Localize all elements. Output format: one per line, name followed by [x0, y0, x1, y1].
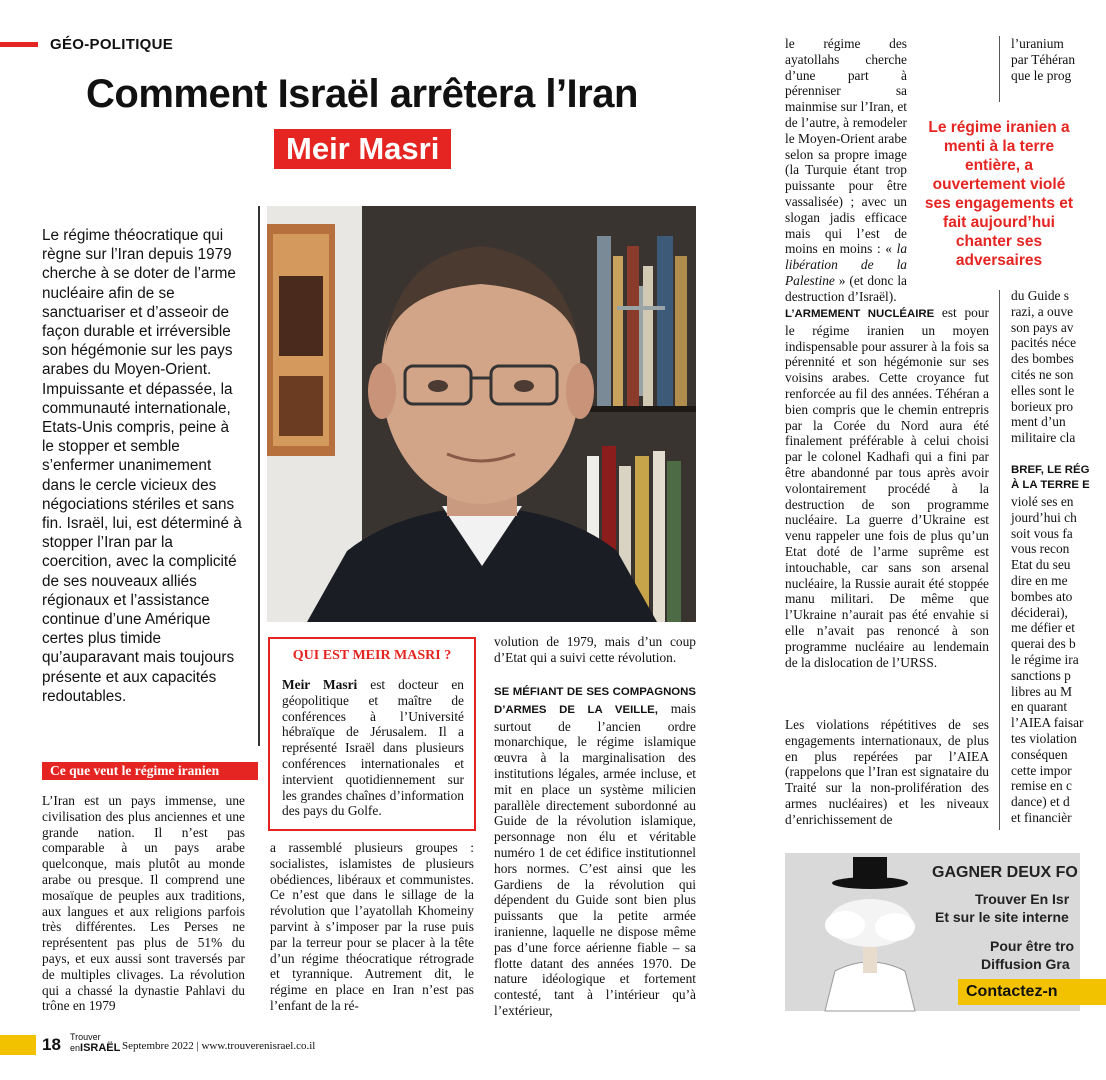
col5-line: militaire cla: [1011, 430, 1076, 446]
col5-kicker-line: BREF, LE RÉG: [1011, 464, 1090, 476]
col5-line: tes violation: [1011, 730, 1077, 746]
col5-line: ment d’un: [1011, 414, 1066, 430]
column-4-kicker: L’ARMEMENT NUCLÉAIRE: [785, 308, 935, 320]
col5-line: pacités néce: [1011, 335, 1077, 351]
column-4-italic: la libération de la Palestine: [785, 241, 908, 288]
ad-illustration: [795, 853, 945, 1011]
col5-line: bombes ato: [1011, 588, 1073, 604]
column-5-top: [1011, 36, 1091, 83]
column-3-text: [494, 683, 696, 1019]
author-photo: [267, 206, 696, 622]
author-banner: Meir Masri: [274, 129, 451, 169]
ad-line-5: Diffusion Gra: [981, 956, 1070, 972]
ad-headline: GAGNER DEUX FO: [932, 864, 1078, 881]
column-1-text: L’Iran est un pays immense, une civilisation des plus anciennes et une grande nation. Il n’est pas comparable à un pays arabe quelconque, mais plutôt au monde arabe ou presque. Il comprend une mosaïque de peuples aux traditions, aux langues et aux religions parfois très différentes. Les Perses ne représentent pas plus de 51% du pays, et eux aussi sont traversés par de multiples clivages. La révolution qui a chassé la dynastie Pahlavi du trône en 1979: [42, 793, 245, 1014]
col5-line: et financièr: [1011, 809, 1072, 825]
footer-bar: [0, 1035, 36, 1055]
column-4-top-a: [785, 36, 907, 305]
col5-line: vous recon: [1011, 541, 1070, 557]
ad-line-3: Et sur le site interne: [935, 909, 1069, 925]
pull-quote: Le régime iranien a menti à la terre entière, a ouvertement violé ses engagements et fait aujourd’hui chanter ses adversaires: [924, 119, 1074, 269]
portrait-illustration: [267, 206, 696, 622]
section-marker: [0, 42, 38, 47]
column-3-kicker: SE MÉFIANT DE SES COMPAGNONS D’ARMES DE LA VEILLE,: [494, 686, 696, 716]
col5-line: du Guide s: [1011, 288, 1070, 303]
column-3-body: mais surtout de l’ancien ordre monarchique, le régime islamique œuvra à la marginalisation des institutions légales, armée incluse, et mit en place un système milicien parallèle directement subordonné au Guide de la révolution islamique, personnage non élu et véritable numéro 1 de cet édifice institutionnel hors normes. C’est ainsi que les Gardiens de la révolution qui dépendent du Guide sont bien plus puissants que la petite armée iranienne, laquelle ne dispose même pas d’une force aérienne fiable – sa flotte datant des années 1970. De nature idéologique et fortement contesté, tant à l’intérieur qu’à l’extérieur,: [494, 700, 696, 1018]
footer-date-site: Septembre 2022 | www.trouverenisrael.co.il: [122, 1040, 316, 1052]
bio-name: Meir Masri: [282, 677, 358, 692]
article-lead: Le régime théocratique qui règne sur l’Iran depuis 1979 cherche à se doter de l’arme nucléaire afin de se sanctuariser et d’asseoir de façon durable et irréversible son hégémonie sur les pays arabes du Moyen-Orient. Impuissante et dépassée, la communauté internationale, Etats-Unis compris, peine à le stopper et semble s’enfermer unanimement dans le cercle vicieux des négociations stériles et sans fin. Israël, lui, est déterminé à stopper l’Iran par la coercition, avec la complicité de ses nouveaux alliés régionaux et l’assistance continue d’une Amérique certes plus timide qu’auparavant mais toujours présente et aux capacités redoutables.: [42, 227, 242, 705]
col5-line: soit vous fa: [1011, 525, 1073, 541]
col5-kicker-line: À LA TERRE E: [1011, 479, 1090, 491]
col5-line: que le prog: [1011, 67, 1072, 83]
column-4-top-text: le régime des ayatollahs cherche d’une part à pérenniser sa mainmise sur l’Iran, et de l’autre, à remodeler le Moyen-Orient arabe selon sa propre image (la Turquie étant trop puissante pour être vassalisée) ; avec un slogan jadis efficace mais qui l’est de moins en moins : «: [785, 36, 907, 257]
col5-line: l’uranium: [1011, 36, 1064, 51]
ad-line-2: Trouver En Isr: [975, 891, 1070, 907]
col5-line: jourd’hui ch: [1011, 509, 1077, 525]
column-4-body: est pour le régime iranien un moyen indispensable pour assurer à la fois sa pérennité et son hégémonie sur ses voisins arabes. Cette croyance fut renforcée au fil des années. Téhéran a bien compris que le chemin entrepris par la Corée du Nord aura été finalement préférable à celui choisi par le colonel Kadhafi qui a fini par être abandonné par tous après avoir volontairement procédé à la destruction de son programme nucléaire. La guerre d’Ukraine est venu rappeler une fois de plus qu’un Etat doté de l’arme suprême est intouchable, car sans son arsenal nucléaire, la Russie aurait été stoppée manu militari. De même que l’Ukraine n’aurait pas été envahie si elle n’avait pas renoncé à son programme nucléaire au lendemain de la dislocation de l’URSS.: [785, 305, 989, 670]
column-5-bottom: [1011, 494, 1091, 826]
col5-line: razi, a ouve: [1011, 303, 1074, 319]
page-number: 18: [42, 1035, 61, 1054]
author-bio-box: [268, 637, 476, 831]
col5-line: par Téhéran: [1011, 51, 1076, 67]
advertisement[interactable]: [785, 853, 1080, 1011]
col5-line: des bombes: [1011, 351, 1074, 367]
col5-line: conséquen: [1011, 746, 1068, 762]
ad-line-4: Pour être tro: [990, 938, 1075, 954]
subheading: Ce que veut le régime iranien: [42, 762, 258, 780]
col5-line: l’AIEA faisar: [1011, 715, 1084, 731]
col5-line: le régime ira: [1011, 651, 1079, 667]
col5-line: dance) et d: [1011, 794, 1070, 810]
column-4-para2: Les violations répétitives de ses engagements internationaux, de plus en plus repérées par l’AIEA (rappelons que l’Iran est signataire du Traité sur la non-prolifération des armes nucléaires) et les niveaux d’enrichissement de: [785, 717, 989, 827]
col5-line: déciderai),: [1011, 604, 1068, 620]
col5-line: son pays av: [1011, 319, 1074, 335]
col5-line: en quarant: [1011, 699, 1068, 715]
column-4-top-end: » (et donc la destruction d’Israël).: [785, 272, 907, 304]
column-rule-right: [999, 36, 1000, 102]
col5-line: remise en c: [1011, 778, 1072, 794]
section-label: GÉO-POLITIQUE: [50, 36, 174, 53]
col5-line: libres au M: [1011, 683, 1072, 699]
col5-line: borieux pro: [1011, 398, 1074, 414]
col5-line: querai des b: [1011, 636, 1076, 652]
col5-line: dire en me: [1011, 572, 1068, 588]
bio-description: est docteur en géopolitique et maître de conférences à l’Université hébraïque de Jérusalem. Il a représenté Israël dans plusieurs conférences internationales et intervient quotidiennement sur les grandes chaînes d’information des pays du Golfe.: [282, 677, 464, 819]
col5-line: Etat du seu: [1011, 557, 1071, 573]
bio-text: [282, 677, 464, 819]
article-title: Comment Israël arrêtera l’Iran: [86, 72, 638, 116]
logo-main: ISRAËL: [80, 1042, 121, 1054]
magazine-logo: [70, 1032, 121, 1059]
logo-top: Trouver: [70, 1032, 101, 1042]
column-5-mid: [1011, 288, 1091, 446]
col5-line: me défier et: [1011, 620, 1075, 636]
column-rule-right-2: [999, 290, 1000, 830]
column-2-text: a rassemblé plusieurs groupes : socialistes, islamistes de plusieurs obédiences, libéraux et communistes. Ce n’est que dans le sillage de la révolution que l’ayatollah Khomeiny parvint à s’imposer par la ruse puis par la terreur pour se placer à la tête d’un régime théocratique rétrograde et tyrannique. Autrement dit, le régime en place en Iran n’est pas l’enfant de la ré-: [270, 840, 474, 1013]
col5-line: sanctions p: [1011, 667, 1071, 683]
column-4-text: [785, 305, 989, 670]
col5-line: violé ses en: [1011, 494, 1074, 509]
column-3-top: volution de 1979, mais d’un coup d’Etat qui a suivi cette révolution.: [494, 634, 696, 665]
col5-line: cette impor: [1011, 762, 1072, 778]
col5-line: elles sont le: [1011, 382, 1075, 398]
logo-mid: en: [70, 1043, 81, 1053]
ad-cta-button[interactable]: Contactez-n: [958, 979, 1106, 1005]
bio-title: QUI EST MEIR MASRI ?: [292, 648, 452, 663]
column-5-kicker: [1011, 463, 1091, 493]
col5-line: cités ne son: [1011, 366, 1074, 382]
column-rule: [258, 206, 260, 746]
